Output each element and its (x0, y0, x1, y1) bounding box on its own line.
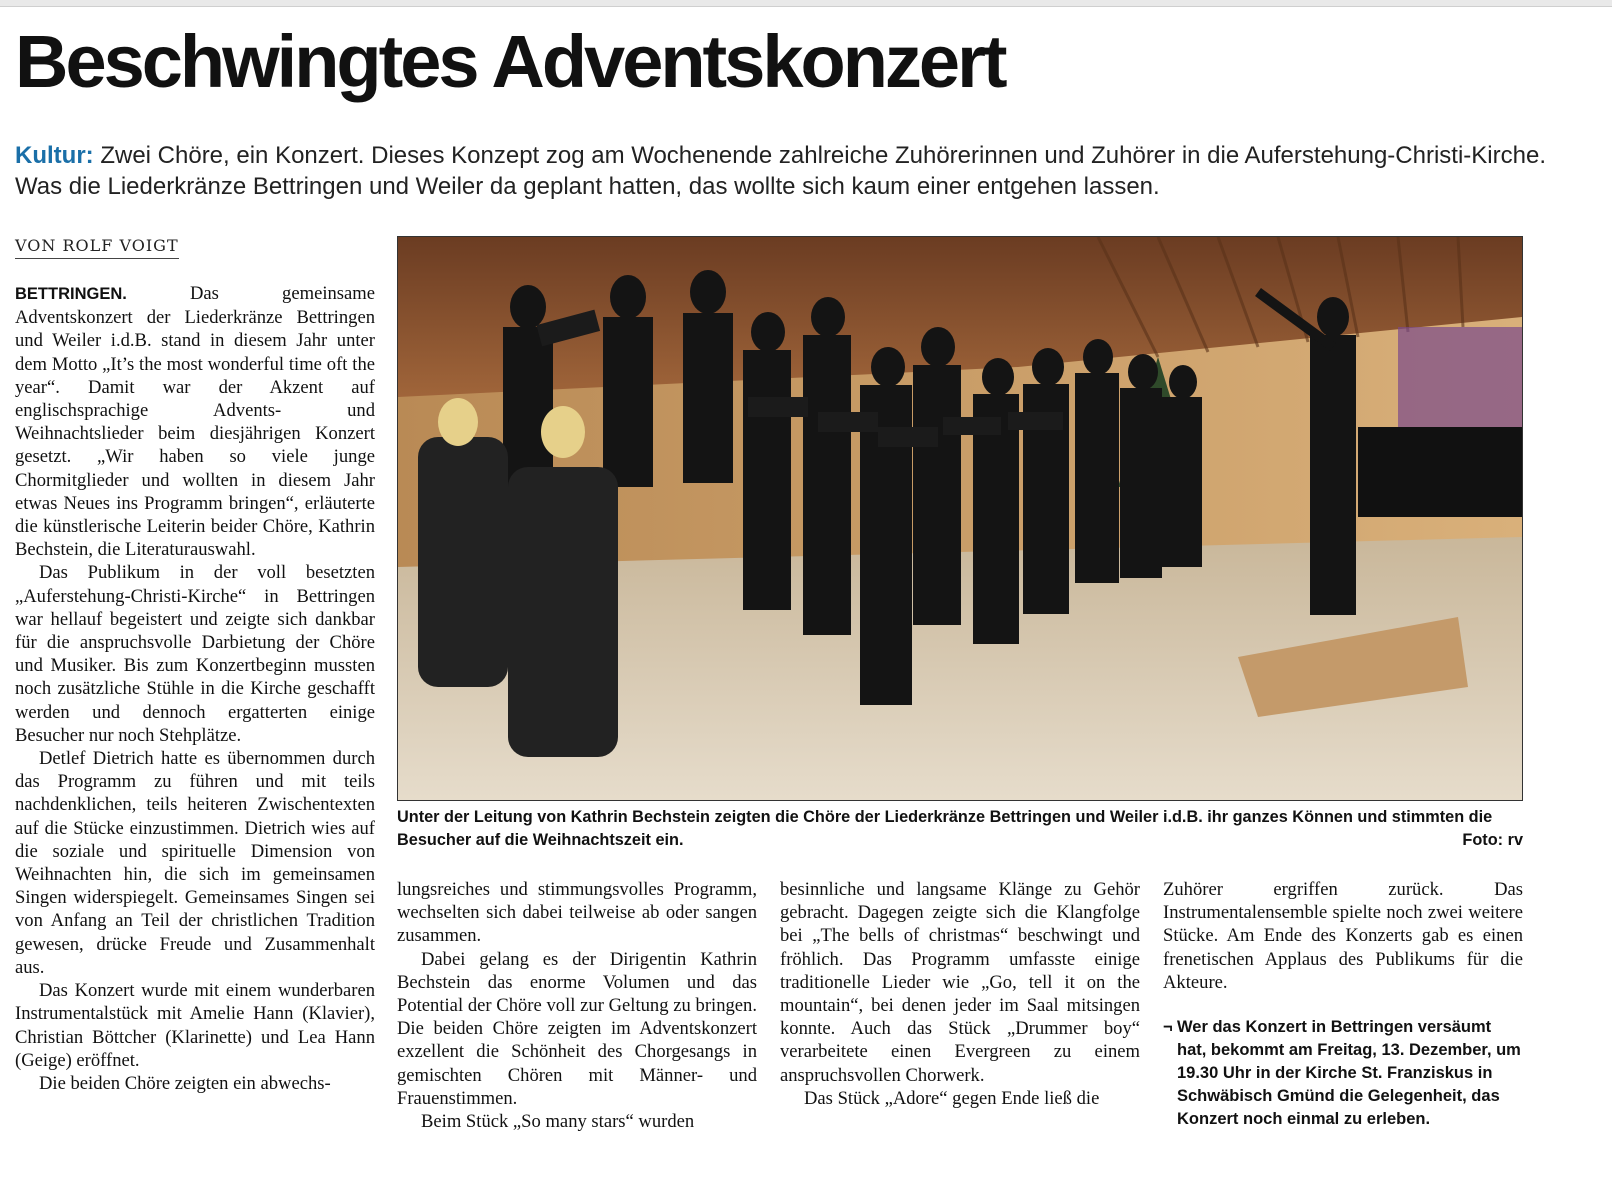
paragraph: Das Konzert wurde mit einem wunderbaren Instrumentalstück mit Amelie Hann (Klavier), Christian Böttcher (Klarinette) und Lea Hann (Geige) eröffnet. (15, 980, 375, 1071)
photo-credit: Foto: rv (1462, 831, 1523, 849)
byline: VON ROLF VOIGT (15, 236, 179, 259)
paragraph: Das Publikum in der voll besetzten „Auferstehung-Christi-Kirche“ in Bettringen war hellauf begeistert und zeigte sich dankbar für die anspruchsvolle Darbietung der Chöre und Musiker. Bis zum Konzertbeginn mussten noch zusätzliche Stühle in die Kirche geschafft werden und dennoch ergatterten einige Besucher nur noch Stehplätze. (15, 562, 375, 746)
paragraph: Die beiden Chöre zeigten ein abwechs- (39, 1072, 331, 1094)
lead-kicker: Kultur: (15, 142, 94, 169)
photo-caption (397, 806, 1523, 852)
paragraph (15, 282, 375, 561)
choir-photo-illustration (398, 237, 1522, 800)
lead-paragraph (15, 140, 1575, 202)
paragraph: Das Stück „Adore“ gegen Ende ließ die (804, 1087, 1100, 1109)
article-column-4 (1163, 878, 1523, 994)
page-top-rule (0, 0, 1612, 7)
headline: Beschwingtes Adventskonzert (15, 20, 1005, 103)
caption-text: Unter der Leitung von Kathrin Bechstein zeigten die Chöre der Liederkränze Bettringen und Weiler i.d.B. ihr ganzes Können und stimmten die Besucher auf die Weihnachtszeit ein. (397, 808, 1493, 849)
paragraph: Beim Stück „So many stars“ wurden (421, 1111, 695, 1133)
article-column-3 (780, 878, 1140, 1110)
paragraph: Zuhörer ergriffen zurück. Das Instrumentalensemble spielte noch zwei weitere Stücke. Am Ende des Konzerts gab es einen frenetischen Applaus des Publikums für die Akteure. (1163, 879, 1523, 993)
lead-text: Zwei Chöre, ein Konzert. Dieses Konzept zog am Wochenende zahlreiche Zuhörerinnen und Zuhörer in die Auferstehung-Christi-Kirche. Was die Liederkränze Bettringen und Weiler da geplant hatten, das wollte sich kaum einer entgehen lassen. (15, 142, 1546, 200)
note-marker: ¬ (1163, 1018, 1173, 1036)
article-column-2 (397, 878, 757, 1133)
paragraph: besinnliche und langsame Klänge zu Gehör gebracht. Dagegen zeigte sich die Klangfolge bei „The bells of christmas“ beschwingt und fröhlich. Das Programm umfasste einige traditionelle Lieder wie „Go, tell it on the mountain“, bei denen jeder im Saal mitsingen konnte. Auch das Stück „Drummer boy“ verarbeitete einen Evergreen zu einem anspruchsvollen Chorwerk. (780, 879, 1140, 1086)
info-note (1163, 1016, 1523, 1131)
concert-photo (397, 236, 1523, 801)
paragraph-text: Das gemeinsame Adventskonzert der Liederkränze Bettringen und Weiler i.d.B. stand in diesem Jahr unter dem Motto „It’s the most wonderful time oft the year“. Damit war der Akzent auf englischsprachige Advents- und Weihnachtslieder beim diesjährigen Konzert gesetzt. „Wir haben so viele junge Chormitglieder und wollten in diesem Jahr etwas Neues ins Programm bringen“, erläuterte die künstlerische Leiterin beider Chöre, Kathrin Bechstein, die Literaturauswahl. (15, 283, 375, 561)
note-text: Wer das Konzert in Bettringen versäumt hat, bekommt am Freitag, 13. Dezember, um 19.30 Uhr in der Kirche St. Franziskus in Schwäbisch Gmünd die Gelegenheit, das Konzert noch einmal zu erleben. (1177, 1018, 1521, 1128)
paragraph: Dabei gelang es der Dirigentin Kathrin Bechstein das enorme Volumen und das Potential der Chöre voll zur Geltung zu bringen. Die beiden Chöre zeigten im Adventskonzert exzellent die Schönheit des Chorgesangs in gemischten Chören mit Männer- und Frauenstimmen. (397, 948, 757, 1109)
paragraph: Detlef Dietrich hatte es übernommen durch das Programm zu führen und mit teils nachdenklichen, teils heiteren Zwischentexten auf die Stücke einzustimmen. Dietrich wies auf die soziale und spirituelle Dimension von Weihnachten hin, die sich im gemeinsamen Singen widerspiegelt. Gemeinsames Singen sei von Anfang an Teil der christlichen Tradition gewesen, drücke Freude und Zusammenhalt aus. (15, 748, 375, 978)
paragraph: lungsreiches und stimmungsvolles Programm, wechselten sich dabei teilweise ab oder sangen zusammen. (397, 879, 757, 947)
dateline: BETTRINGEN. (15, 285, 127, 303)
article-column-1 (15, 282, 375, 1095)
